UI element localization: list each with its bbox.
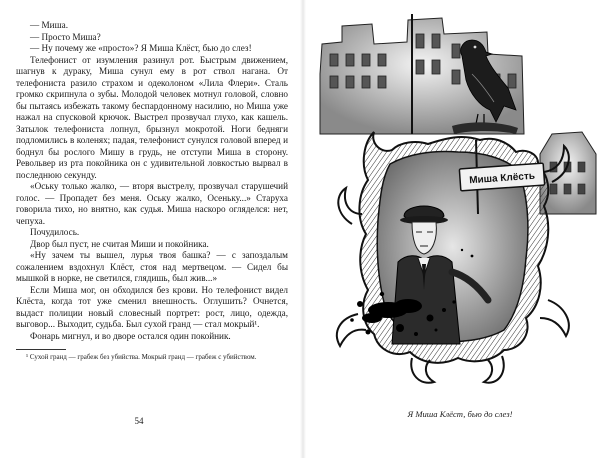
paragraph: Если Миша мог, он обходился без крови. Но телефонист видел Клёста, когда тот уже сменил внешность. Оглушить? Очнется, выдаст полиции новый словесный портрет: рост, лицо, одежда, выговор... Выходит, судьба. Был сухой гранд — стал мокрый¹. [16,284,288,329]
paragraph: — Просто Миша? [30,31,101,42]
paragraph: «Оську только жалко, — вторя выстрелу, прозвучал старушечий голос. — Пропадет без меня. Оську жалко, Осеньку...» Старуха говорила тихо, но внятно, как судья. Миша наскоро огляделся: нет, чепуха. [16,181,288,226]
illustration-caption: Я Миша Клёст, бью до слез! [407,409,513,419]
paragraph: — Ну почему же «просто»? Я Миша Клёст, бью до слез! [30,43,252,53]
paragraph: «Ну зачем ты вышел, лурья твоя башка? — с запоздалым сожалением вздохнул Клёст, стоя над мертвецом. — Сидел бы мышкой в норке, не светился, глядишь, был жив...» [16,250,288,283]
footnote-divider [16,349,66,350]
illustration [312,14,608,402]
body-text [16,20,288,342]
paragraph: Почудилось. [30,227,80,237]
paragraph: — Миша. [30,20,69,30]
paragraph: Двор был пуст, не считая Миши и покойника. [30,238,209,249]
page-number: 54 [134,416,144,426]
paragraph: Фонарь мигнул, и во дворе остался один покойник. [30,330,231,341]
left-page [16,20,288,452]
paragraph: Телефонист от изумления разинул рот. Быстрым движением, шагнув к дураку, Миша сунул ему в рот ствол нагана. От телефониста разило страхом и одеколоном «Лила Флери». Сталь громко скрипнула о зубы. Молодой человек мотнул головой, словно бы пытаясь избежать такому беспардонному насилию, но Миша уже нажал на спусковой крючок. Выстрел прозвучал глухо, как кашель. Затылок телефониста лопнул, брызнул мокротой. Ноги бедняги подломились в коленях; падая, телефонист сунулся головой вперед и боднул бы рослого Мишу в грудь, не отступи Миша в сторону. Револьвер из рта покойника он с удивительной ловкостью вырвал в последнюю секунду. [16,54,288,180]
book-gutter [300,0,306,458]
footnote: ¹ Сухой гранд — грабеж без убийства. Мокрый гранд — грабеж с убийством. [26,353,257,361]
right-page [312,14,608,450]
sign-text: Миша Клёсть [468,170,536,187]
